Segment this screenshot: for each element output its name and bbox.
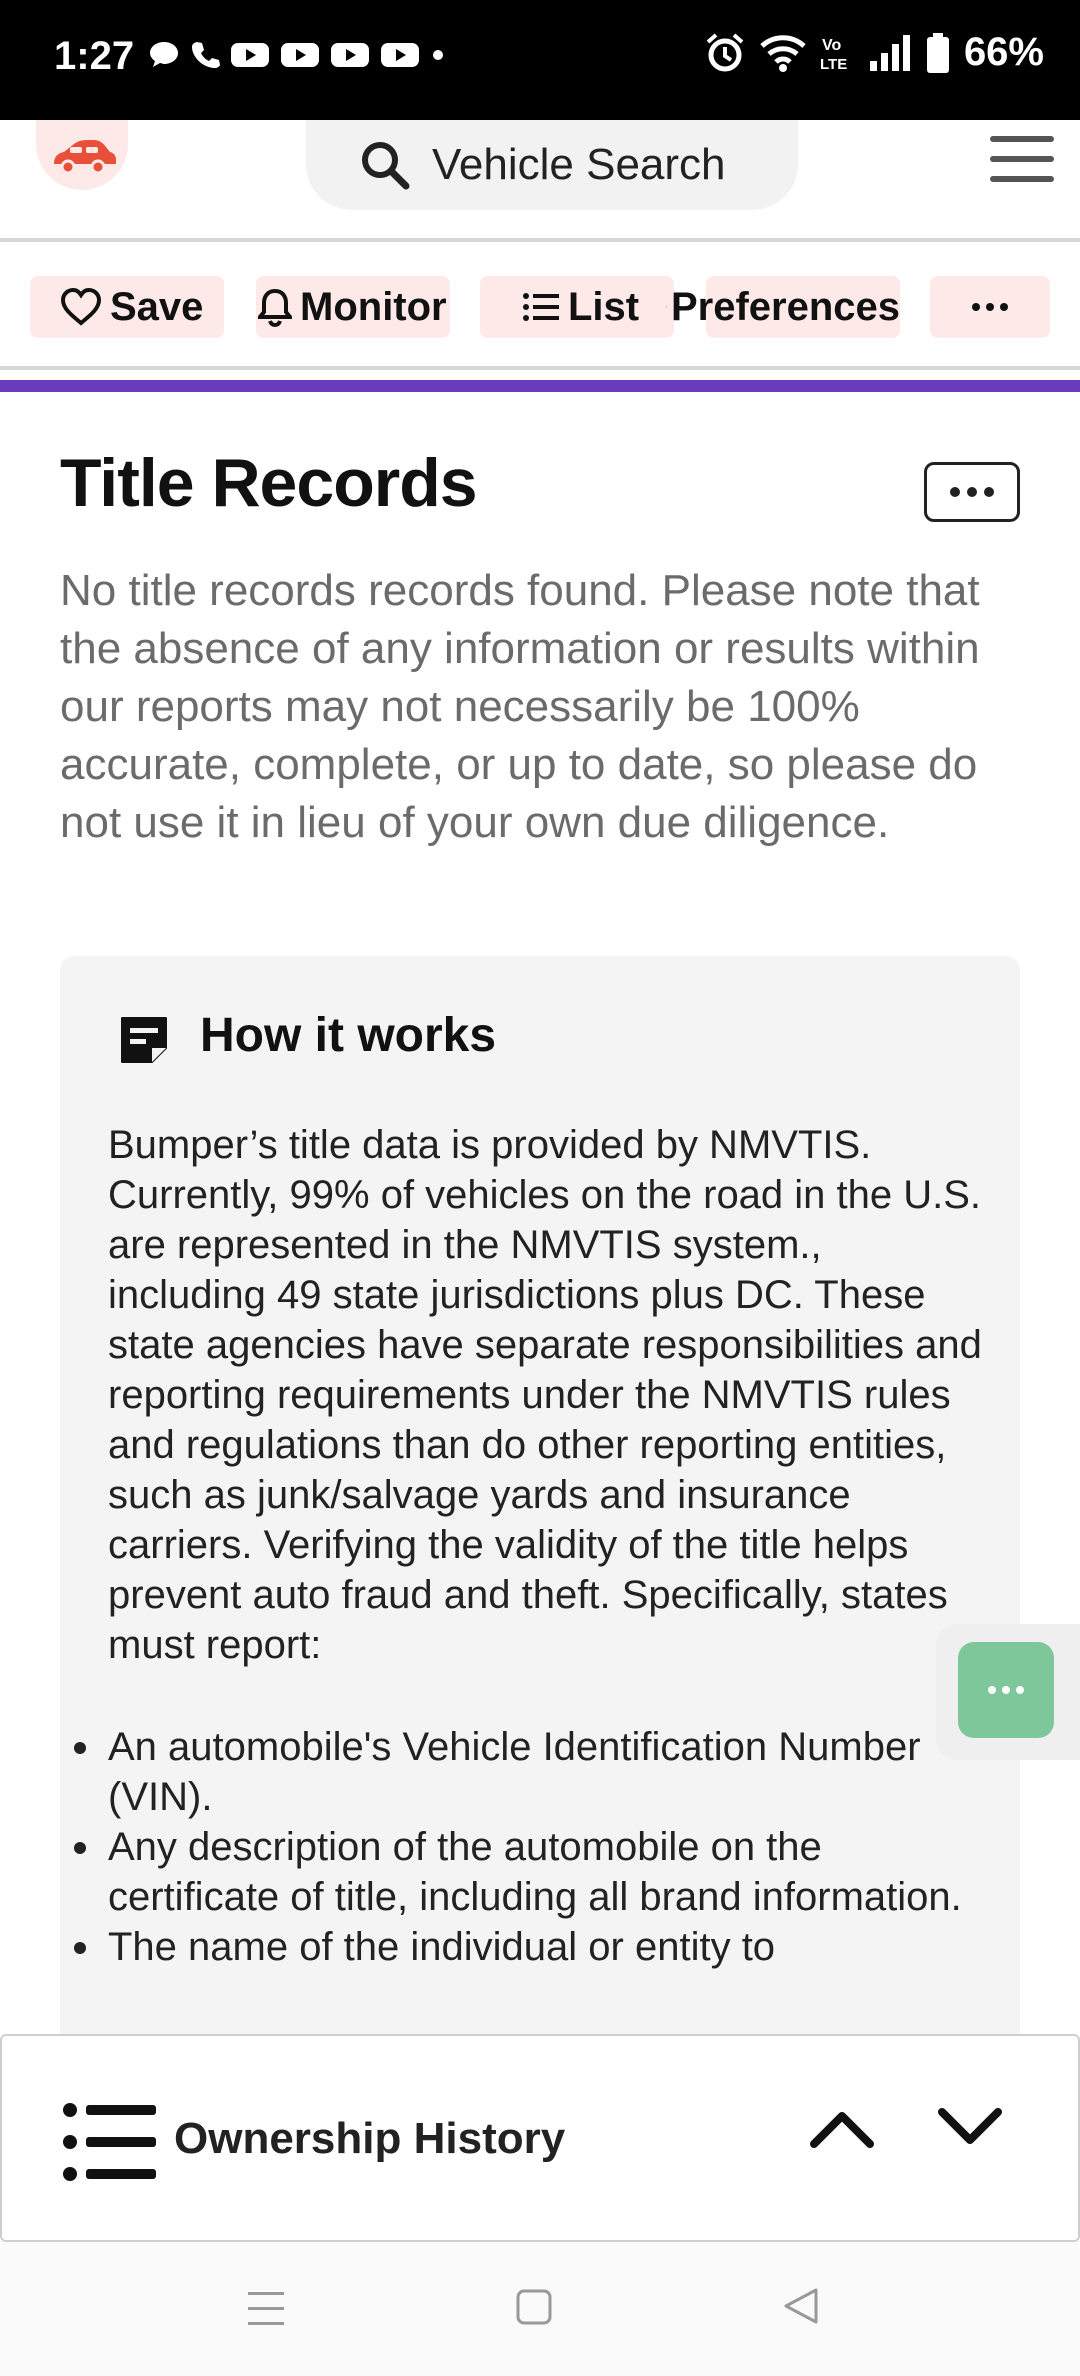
youtube-icon (380, 40, 420, 70)
chat-button[interactable] (958, 1642, 1054, 1738)
car-logo-icon (46, 135, 118, 175)
monitor-label: Monitor (300, 284, 447, 329)
bell-icon (258, 287, 292, 327)
signal-icon (868, 33, 912, 73)
more-actions-button[interactable] (930, 276, 1050, 338)
chevron-up-icon[interactable] (808, 2106, 876, 2150)
chat-bubble-icon (148, 40, 180, 70)
wifi-icon (760, 33, 806, 73)
current-section-label[interactable]: Ownership History (174, 2114, 566, 2163)
page-title: Title Records (60, 445, 477, 521)
volte-icon (820, 33, 854, 73)
action-divider (0, 366, 1080, 370)
heart-icon (60, 288, 102, 326)
note-icon (116, 1012, 172, 1068)
list-icon (522, 292, 560, 322)
how-it-works-card (60, 956, 1020, 2156)
vehicle-search-button[interactable] (306, 120, 798, 210)
youtube-icon (280, 40, 320, 70)
status-bar (0, 0, 1080, 120)
svg-text:LTE: LTE (819, 55, 848, 73)
list-item: The name of the individual or entity to (108, 1922, 988, 1972)
list-icon (62, 2102, 158, 2182)
chevron-down-icon[interactable] (936, 2106, 1004, 2150)
status-time: 1:27 (54, 34, 135, 78)
nav-divider (0, 238, 1080, 242)
youtube-icon (230, 40, 270, 70)
accent-bar (0, 380, 1080, 392)
list-button[interactable] (480, 276, 674, 338)
list-item: An automobile's Vehicle Identification Number (VIN). (108, 1722, 988, 1822)
list-item: Any description of the automobile on the certificate of title, including all brand information. (108, 1822, 988, 1922)
menu-icon[interactable] (990, 136, 1054, 182)
notification-icons (148, 40, 446, 70)
more-icon (970, 301, 1010, 313)
search-icon (358, 138, 412, 192)
preferences-button[interactable] (666, 276, 900, 338)
vehicle-search-label: Vehicle Search (432, 140, 726, 189)
save-label: Save (110, 284, 204, 329)
how-it-works-heading: How it works (200, 1009, 497, 1062)
no-records-message: No title records records found. Please note that the absence of any information or results within our reports may not necessarily be 100% accurate, complete, or up to date, so please do not use it in lieu of your own due diligence. (60, 566, 980, 847)
youtube-icon (330, 40, 370, 70)
requirements-list (108, 1722, 988, 1972)
system-navigation-bar (0, 2242, 1080, 2376)
section-options-button[interactable] (924, 462, 1020, 522)
phone-icon (190, 40, 220, 70)
preferences-label: Preferences (670, 284, 900, 329)
svg-text:Vo: Vo (821, 36, 842, 54)
home-icon[interactable] (516, 2288, 552, 2326)
dot-icon (430, 40, 446, 70)
action-row (0, 244, 1080, 364)
gear-icon (666, 287, 667, 327)
battery-level: 66% (963, 30, 1044, 74)
section-navigator (0, 2034, 1080, 2242)
top-nav (0, 120, 1080, 240)
recent-apps-icon[interactable] (246, 2290, 286, 2328)
alarm-icon (704, 32, 746, 74)
save-button[interactable] (30, 276, 224, 338)
list-label: List (568, 284, 640, 329)
bumper-logo[interactable] (36, 120, 128, 190)
how-it-works-body: Bumper’s title data is provided by NMVTIS. Currently, 99% of vehicles on the road in the U.S. are represented in the NMVTIS system., including 49 state jurisdictions plus DC. These state agencies have separate responsibilities and reporting requirements under the NMVTIS rules and regulations than do other reporting entities, such as junk/salvage yards and insurance carriers. Verifying the validity of the title helps prevent auto fraud and theft. Specifically, states must report: (108, 1123, 982, 1667)
back-icon[interactable] (780, 2286, 820, 2326)
battery-icon (926, 32, 950, 74)
system-icons (704, 30, 1044, 75)
monitor-button[interactable] (256, 276, 450, 338)
